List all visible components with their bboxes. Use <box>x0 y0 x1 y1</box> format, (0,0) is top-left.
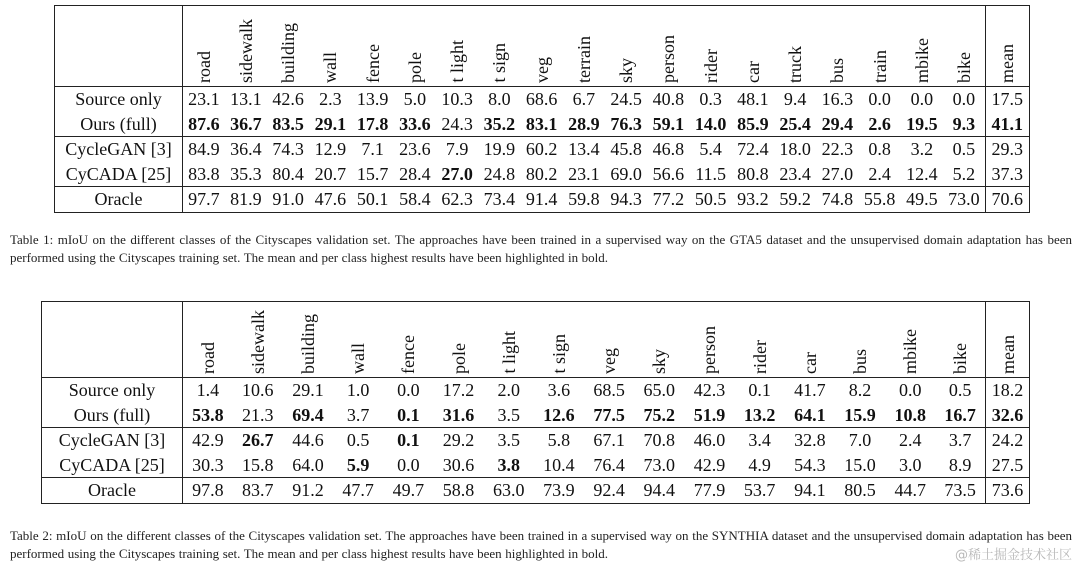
value-cell: 97.8 <box>183 478 233 504</box>
value-cell: 2.4 <box>868 163 891 184</box>
value-cell: 17.2 <box>433 378 483 403</box>
mean-value-cell: 17.5 <box>985 87 1029 112</box>
value-cell: 0.0 <box>885 378 935 403</box>
column-header-label: person <box>658 35 679 83</box>
column-header-label: bike <box>950 343 971 374</box>
column-header <box>816 6 858 87</box>
value-cell: 68.6 <box>521 87 563 112</box>
value-cell: 10.6 <box>233 378 283 403</box>
value-cell: 23.1 <box>568 163 600 184</box>
value-cell: 36.4 <box>225 137 267 162</box>
value-cell: 94.4 <box>634 478 684 504</box>
table1-caption: Table 1: mIoU on the different classes of the Cityscapes validation set. The approaches have been trained in a supervised way on the GTA5 dataset and the unsupervised domain adaptation has been performed using the Cityscapes training set. The mean and per class highest results have been highlighted in bold. <box>10 232 1072 265</box>
column-header <box>684 302 734 378</box>
value-cell: 70.8 <box>634 428 684 453</box>
value-cell: 5.9 <box>346 454 370 475</box>
header-row <box>42 302 1030 378</box>
column-header <box>283 302 333 378</box>
value-cell: 22.3 <box>816 137 858 162</box>
header-corner-cell <box>42 302 183 378</box>
value-cell: 83.5 <box>272 113 304 134</box>
column-header <box>785 302 835 378</box>
value-cell: 0.0 <box>943 87 985 112</box>
mean-value-cell: 41.1 <box>985 112 1029 137</box>
value-cell: 15.9 <box>844 404 876 425</box>
value-cell: 35.2 <box>483 113 516 134</box>
value-cell: 3.7 <box>346 404 370 425</box>
value-cell: 44.7 <box>885 478 935 504</box>
value-cell: 42.3 <box>684 378 734 403</box>
table-row <box>55 137 1030 162</box>
column-header <box>309 6 351 87</box>
header-row <box>55 6 1030 87</box>
column-header-label: rider <box>749 340 770 374</box>
mean-value-cell: 24.2 <box>986 428 1030 453</box>
value-cell: 3.0 <box>898 454 922 475</box>
mean-value-cell: 73.6 <box>986 478 1030 504</box>
column-header-label: t light <box>447 40 468 83</box>
value-cell: 45.8 <box>605 137 647 162</box>
value-cell: 80.5 <box>835 478 885 504</box>
method-name-cell: CycleGAN [3] <box>55 137 183 162</box>
value-cell: 33.6 <box>399 113 431 134</box>
column-header <box>436 6 478 87</box>
column-header <box>394 6 436 87</box>
value-cell: 6.7 <box>563 87 605 112</box>
value-cell: 50.5 <box>690 187 732 213</box>
value-cell: 73.9 <box>534 478 584 504</box>
value-cell: 94.3 <box>605 187 647 213</box>
value-cell: 7.1 <box>352 137 394 162</box>
value-cell: 24.5 <box>605 87 647 112</box>
value-cell: 1.4 <box>183 378 233 403</box>
table-row <box>42 403 1030 428</box>
value-cell: 2.3 <box>309 87 351 112</box>
value-cell: 8.0 <box>478 87 520 112</box>
value-cell: 74.3 <box>267 137 309 162</box>
value-cell: 73.0 <box>943 187 985 213</box>
value-cell: 9.4 <box>774 87 816 112</box>
value-cell: 76.4 <box>593 454 625 475</box>
value-cell: 91.4 <box>521 187 563 213</box>
value-cell: 0.1 <box>397 404 420 425</box>
value-cell: 28.9 <box>568 113 600 134</box>
value-cell: 41.7 <box>785 378 835 403</box>
value-cell: 83.1 <box>525 113 558 134</box>
column-header-label: fence <box>362 44 383 83</box>
value-cell: 15.8 <box>242 454 274 475</box>
value-cell: 91.2 <box>283 478 333 504</box>
value-cell: 0.3 <box>690 87 732 112</box>
value-cell: 40.8 <box>647 87 689 112</box>
column-header <box>647 6 689 87</box>
column-header-label: mean <box>997 335 1018 374</box>
value-cell: 64.1 <box>794 404 826 425</box>
value-cell: 65.0 <box>634 378 684 403</box>
mean-value-cell: 32.6 <box>986 403 1030 428</box>
value-cell: 60.2 <box>521 137 563 162</box>
value-cell: 10.4 <box>543 454 575 475</box>
value-cell: 13.2 <box>743 404 776 425</box>
column-header <box>943 6 985 87</box>
column-header-label: rider <box>700 49 721 83</box>
column-header-label: pole <box>404 52 425 83</box>
value-cell: 53.7 <box>735 478 785 504</box>
value-cell: 28.4 <box>399 163 431 184</box>
value-cell: 0.1 <box>735 378 785 403</box>
value-cell: 0.5 <box>943 137 985 162</box>
value-cell: 75.2 <box>643 404 676 425</box>
value-cell: 29.2 <box>433 428 483 453</box>
column-header-label: mean <box>997 44 1018 83</box>
value-cell: 76.3 <box>610 113 642 134</box>
value-cell: 77.5 <box>593 404 625 425</box>
value-cell: 3.5 <box>497 404 520 425</box>
results-table-gta5 <box>54 5 1030 213</box>
method-name-cell: Ours (full) <box>55 112 183 137</box>
column-header <box>267 6 309 87</box>
column-header-label: wall <box>320 52 341 83</box>
value-cell: 5.0 <box>394 87 436 112</box>
column-header-label: building <box>297 313 318 374</box>
value-cell: 59.8 <box>563 187 605 213</box>
value-cell: 0.1 <box>383 428 433 453</box>
value-cell: 62.3 <box>436 187 478 213</box>
value-cell: 51.9 <box>693 404 726 425</box>
value-cell: 7.0 <box>835 428 885 453</box>
value-cell: 0.0 <box>383 378 433 403</box>
mean-value-cell: 29.3 <box>985 137 1029 162</box>
value-cell: 73.5 <box>935 478 985 504</box>
value-cell: 12.6 <box>543 404 575 425</box>
value-cell: 80.4 <box>272 163 304 184</box>
mean-value-cell: 70.6 <box>985 187 1029 213</box>
column-header-label: sidewalk <box>247 310 268 374</box>
column-header-label: bus <box>827 57 848 83</box>
value-cell: 29.4 <box>821 113 854 134</box>
method-name-cell: CyCADA [25] <box>42 453 183 478</box>
value-cell: 13.1 <box>225 87 267 112</box>
column-header-label: train <box>869 50 890 83</box>
table-row <box>42 478 1030 504</box>
value-cell: 10.8 <box>894 404 926 425</box>
method-name-cell: Source only <box>55 87 183 112</box>
value-cell: 0.0 <box>859 87 901 112</box>
value-cell: 85.9 <box>737 113 769 134</box>
value-cell: 84.9 <box>183 137 225 162</box>
method-name-cell: Ours (full) <box>42 403 183 428</box>
value-cell: 74.8 <box>816 187 858 213</box>
value-cell: 49.5 <box>901 187 943 213</box>
value-cell: 13.9 <box>352 87 394 112</box>
value-cell: 18.0 <box>774 137 816 162</box>
column-header-label: fence <box>398 335 419 374</box>
column-header-label: sidewalk <box>235 19 256 83</box>
value-cell: 5.8 <box>534 428 584 453</box>
value-cell: 55.8 <box>859 187 901 213</box>
column-header-label: car <box>742 61 763 83</box>
column-header <box>352 6 394 87</box>
column-header <box>484 302 534 378</box>
value-cell: 68.5 <box>584 378 634 403</box>
table-row <box>42 378 1030 403</box>
value-cell: 23.4 <box>779 163 811 184</box>
value-cell: 87.6 <box>188 113 220 134</box>
column-header <box>183 302 233 378</box>
column-header <box>183 6 225 87</box>
value-cell: 30.3 <box>192 454 224 475</box>
value-cell: 58.8 <box>433 478 483 504</box>
value-cell: 46.8 <box>647 137 689 162</box>
column-header-label: sky <box>616 57 637 83</box>
value-cell: 0.5 <box>333 428 383 453</box>
value-cell: 44.6 <box>283 428 333 453</box>
value-cell: 81.9 <box>225 187 267 213</box>
column-header <box>233 302 283 378</box>
value-cell: 53.8 <box>192 404 224 425</box>
value-cell: 42.9 <box>693 454 726 475</box>
method-name-cell: Oracle <box>42 478 183 504</box>
value-cell: 15.7 <box>356 163 389 184</box>
column-header <box>690 6 732 87</box>
value-cell: 91.0 <box>267 187 309 213</box>
column-header <box>735 302 785 378</box>
value-cell: 73.0 <box>643 454 676 475</box>
value-cell: 77.9 <box>684 478 734 504</box>
value-cell: 46.0 <box>684 428 734 453</box>
table-row <box>42 453 1030 478</box>
value-cell: 10.3 <box>436 87 478 112</box>
value-cell: 31.6 <box>442 404 475 425</box>
value-cell: 13.4 <box>563 137 605 162</box>
watermark: @稀土掘金技术社区 <box>954 548 1072 563</box>
value-cell: 27.0 <box>821 163 854 184</box>
value-cell: 11.5 <box>695 163 727 184</box>
column-header-label: road <box>193 51 214 83</box>
value-cell: 3.5 <box>484 428 534 453</box>
column-header <box>563 6 605 87</box>
value-cell: 0.0 <box>397 454 420 475</box>
column-header-label: car <box>799 352 820 374</box>
column-header-label: road <box>197 342 218 374</box>
value-cell: 69.0 <box>610 163 642 184</box>
column-header-label: pole <box>448 343 469 374</box>
value-cell: 12.4 <box>906 163 938 184</box>
value-cell: 29.1 <box>283 378 333 403</box>
table-row <box>55 187 1030 213</box>
value-cell: 9.3 <box>952 113 976 134</box>
value-cell: 24.3 <box>441 113 473 134</box>
value-cell: 93.2 <box>732 187 774 213</box>
value-cell: 16.3 <box>816 87 858 112</box>
column-header-label: t sign <box>548 334 569 374</box>
column-header <box>935 302 985 378</box>
value-cell: 7.9 <box>436 137 478 162</box>
column-header <box>985 6 1029 87</box>
header-corner-cell <box>55 6 183 87</box>
value-cell: 26.7 <box>233 428 283 453</box>
column-header-label: building <box>278 22 299 83</box>
value-cell: 15.0 <box>844 454 876 475</box>
column-header <box>634 302 684 378</box>
value-cell: 50.1 <box>352 187 394 213</box>
value-cell: 47.7 <box>333 478 383 504</box>
value-cell: 35.3 <box>230 163 262 184</box>
value-cell: 8.2 <box>835 378 885 403</box>
value-cell: 48.1 <box>732 87 774 112</box>
value-cell: 23.1 <box>183 87 225 112</box>
value-cell: 67.1 <box>584 428 634 453</box>
mean-value-cell: 37.3 <box>985 162 1029 187</box>
value-cell: 5.2 <box>952 163 976 184</box>
value-cell: 77.2 <box>647 187 689 213</box>
column-header <box>732 6 774 87</box>
method-name-cell: CycleGAN [3] <box>42 428 183 453</box>
value-cell: 42.6 <box>267 87 309 112</box>
column-header <box>901 6 943 87</box>
value-cell: 27.0 <box>441 163 473 184</box>
table2-caption: Table 2: mIoU on the different classes of the Cityscapes validation set. The approaches have been trained in a supervised way on the SYNTHIA dataset and the unsupervised domain adaptation has been performed using the Cityscapes training set. The mean and per class highest results have been highlighted in bold. <box>10 528 1072 561</box>
column-header-label: bus <box>850 348 871 374</box>
value-cell: 97.7 <box>183 187 225 213</box>
value-cell: 8.9 <box>948 454 972 475</box>
value-cell: 14.0 <box>694 113 727 134</box>
value-cell: 63.0 <box>484 478 534 504</box>
column-header-label: sky <box>649 348 670 374</box>
table-row <box>55 87 1030 112</box>
column-header-label: bike <box>953 52 974 83</box>
method-name-cell: CyCADA [25] <box>55 162 183 187</box>
value-cell: 49.7 <box>383 478 433 504</box>
column-header <box>333 302 383 378</box>
column-header <box>225 6 267 87</box>
value-cell: 83.7 <box>233 478 283 504</box>
value-cell: 56.6 <box>652 163 685 184</box>
column-header-label: terrain <box>573 36 594 83</box>
column-header <box>835 302 885 378</box>
value-cell: 20.7 <box>314 163 347 184</box>
value-cell: 36.7 <box>230 113 262 134</box>
value-cell: 59.2 <box>774 187 816 213</box>
value-cell: 58.4 <box>394 187 436 213</box>
column-header-label: truck <box>785 46 806 83</box>
value-cell: 19.9 <box>478 137 520 162</box>
column-header <box>433 302 483 378</box>
value-cell: 4.9 <box>748 454 771 475</box>
value-cell: 73.4 <box>478 187 520 213</box>
table-row <box>42 428 1030 453</box>
value-cell: 19.5 <box>906 113 938 134</box>
mean-value-cell: 27.5 <box>986 453 1030 478</box>
value-cell: 23.6 <box>394 137 436 162</box>
value-cell: 16.7 <box>944 404 976 425</box>
column-header <box>584 302 634 378</box>
column-header-label: mbike <box>900 329 921 374</box>
mean-value-cell: 18.2 <box>986 378 1030 403</box>
value-cell: 30.6 <box>442 454 475 475</box>
value-cell: 32.8 <box>785 428 835 453</box>
column-header <box>383 302 433 378</box>
value-cell: 2.6 <box>868 113 891 134</box>
value-cell: 0.8 <box>859 137 901 162</box>
column-header <box>859 6 901 87</box>
column-header <box>986 302 1030 378</box>
column-header <box>774 6 816 87</box>
table-row <box>55 162 1030 187</box>
value-cell: 0.0 <box>901 87 943 112</box>
value-cell: 21.3 <box>242 404 274 425</box>
results-table-synthia <box>41 301 1030 504</box>
column-header <box>534 302 584 378</box>
column-header-label: t sign <box>489 43 510 83</box>
value-cell: 54.3 <box>794 454 826 475</box>
value-cell: 3.4 <box>735 428 785 453</box>
column-header-label: person <box>699 326 720 374</box>
value-cell: 0.5 <box>935 378 985 403</box>
column-header <box>478 6 520 87</box>
value-cell: 83.8 <box>188 163 220 184</box>
value-cell: 5.4 <box>690 137 732 162</box>
value-cell: 69.4 <box>292 404 324 425</box>
value-cell: 3.6 <box>534 378 584 403</box>
column-header-label: mbike <box>911 38 932 83</box>
value-cell: 17.8 <box>356 113 389 134</box>
value-cell: 2.0 <box>484 378 534 403</box>
value-cell: 12.9 <box>309 137 351 162</box>
value-cell: 3.8 <box>497 454 520 475</box>
method-name-cell: Source only <box>42 378 183 403</box>
column-header-label: veg <box>599 348 620 374</box>
column-header <box>521 6 563 87</box>
table-row <box>55 112 1030 137</box>
value-cell: 2.4 <box>885 428 935 453</box>
method-name-cell: Oracle <box>55 187 183 213</box>
value-cell: 47.6 <box>309 187 351 213</box>
column-header-label: veg <box>531 57 552 83</box>
column-header-label: wall <box>348 343 369 374</box>
value-cell: 80.8 <box>737 163 769 184</box>
value-cell: 29.1 <box>314 113 347 134</box>
value-cell: 3.2 <box>901 137 943 162</box>
value-cell: 1.0 <box>333 378 383 403</box>
value-cell: 3.7 <box>935 428 985 453</box>
value-cell: 25.4 <box>779 113 811 134</box>
column-header <box>885 302 935 378</box>
value-cell: 24.8 <box>483 163 516 184</box>
value-cell: 59.1 <box>652 113 685 134</box>
value-cell: 80.2 <box>525 163 558 184</box>
column-header <box>605 6 647 87</box>
value-cell: 92.4 <box>584 478 634 504</box>
value-cell: 94.1 <box>785 478 835 504</box>
value-cell: 72.4 <box>732 137 774 162</box>
column-header-label: t light <box>498 331 519 374</box>
value-cell: 64.0 <box>292 454 324 475</box>
value-cell: 42.9 <box>183 428 233 453</box>
